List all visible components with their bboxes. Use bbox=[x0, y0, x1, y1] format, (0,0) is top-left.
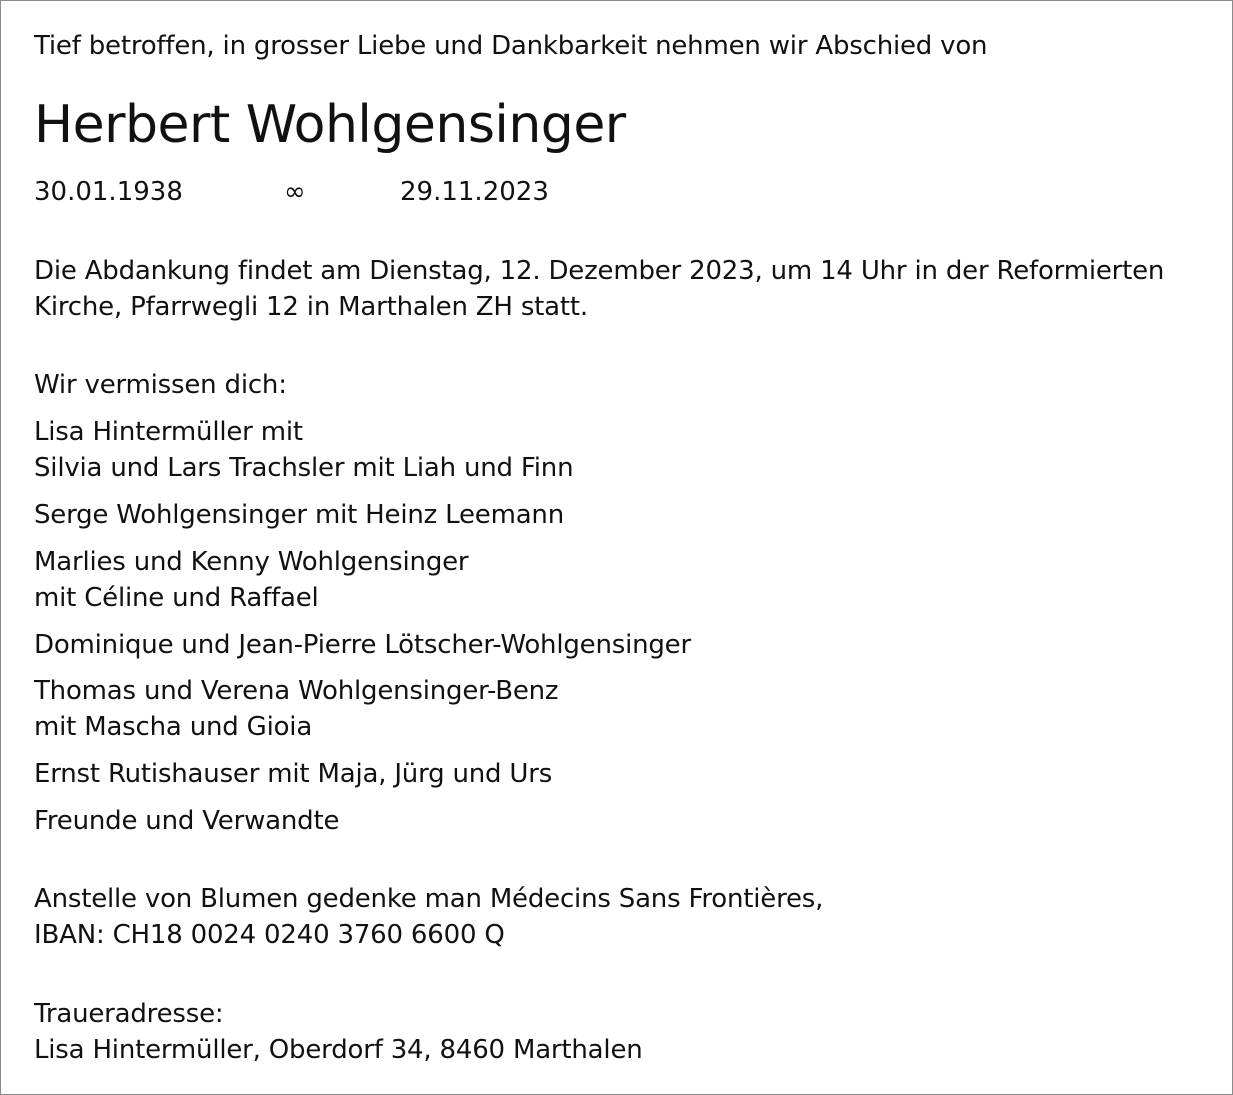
mourner-line: Freunde und Verwandte bbox=[34, 806, 340, 836]
deceased-name: Herbert Wohlgensinger bbox=[34, 95, 626, 155]
address-label: Traueradresse: bbox=[34, 999, 224, 1029]
address-value: Lisa Hintermüller, Oberdorf 34, 8460 Marthalen bbox=[34, 1035, 643, 1065]
mourner-line: Thomas und Verena Wohlgensinger-Benz bbox=[34, 676, 559, 706]
ceremony-line-1: Die Abdankung findet am Dienstag, 12. Dezember 2023, um 14 Uhr in der Reformierten bbox=[34, 256, 1165, 286]
mourner-line: mit Mascha und Gioia bbox=[34, 712, 313, 742]
mourners-heading: Wir vermissen dich: bbox=[34, 370, 287, 400]
mourner-line: Ernst Rutishauser mit Maja, Jürg und Urs bbox=[34, 759, 553, 789]
mourner-line: Lisa Hintermüller mit bbox=[34, 417, 303, 447]
mourner-line: Serge Wohlgensinger mit Heinz Leemann bbox=[34, 500, 564, 530]
life-dates bbox=[34, 174, 734, 214]
donation-iban: IBAN: CH18 0024 0240 3760 6600 Q bbox=[34, 920, 505, 950]
mourner-line: Dominique und Jean-Pierre Lötscher-Wohlgensinger bbox=[34, 630, 691, 660]
mourner-line: mit Céline und Raffael bbox=[34, 583, 319, 613]
mourner-line: Silvia und Lars Trachsler mit Liah und Finn bbox=[34, 453, 574, 483]
donation-line-1: Anstelle von Blumen gedenke man Médecins Sans Frontières, bbox=[34, 884, 824, 914]
intro-text: Tief betroffen, in grosser Liebe und Dankbarkeit nehmen wir Abschied von bbox=[34, 31, 988, 61]
mourner-line: Marlies und Kenny Wohlgensinger bbox=[34, 547, 469, 577]
birth-date: 30.01.1938 bbox=[34, 177, 183, 207]
ceremony-line-2: Kirche, Pfarrwegli 12 in Marthalen ZH statt. bbox=[34, 292, 588, 322]
death-date: 29.11.2023 bbox=[400, 177, 549, 207]
infinity-symbol: ∞ bbox=[284, 177, 306, 207]
